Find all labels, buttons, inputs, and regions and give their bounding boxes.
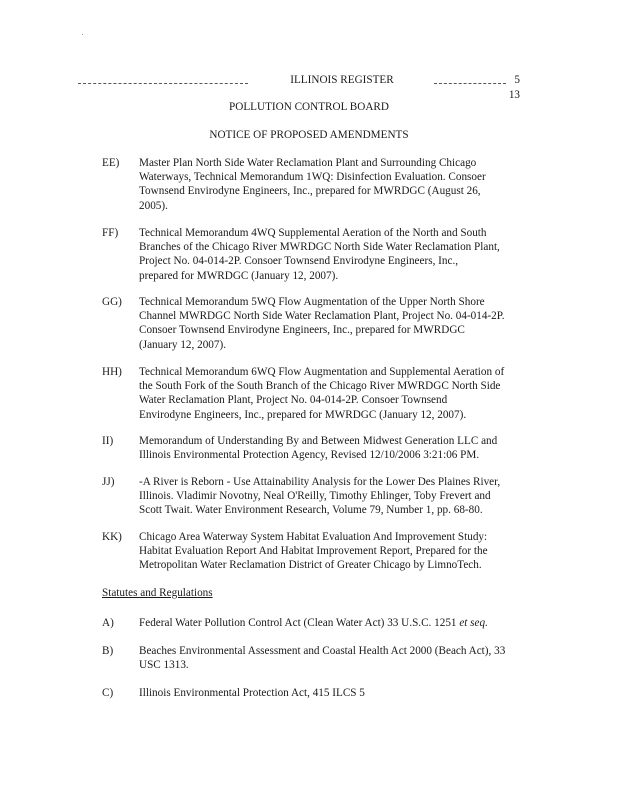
volume-number: 5 [514,74,520,86]
item-line: Federal Water Pollution Control Act (Clean Water Act) 33 U.S.C. 1251 et seq. [139,617,488,629]
scan-speck [82,34,83,35]
notice-title: NOTICE OF PROPOSED AMENDMENTS [209,129,409,141]
item-line: Consoer Townsend Envirodyne Engineers, Inc., prepared for MWRDGC [139,324,465,337]
item-line: Water Reclamation Plant, Project No. 04-014-2P. Consoer Townsend [139,394,448,407]
item-label: FF) [102,227,119,239]
item-text [139,295,539,352]
item-text [139,226,539,283]
statutes-heading: Statutes and Regulations [102,587,213,599]
item-line: Technical Memorandum 6WQ Flow Augmentation and Supplemental Aeration of [139,366,505,378]
item-text [139,530,539,573]
item-line: Beaches Environmental Assessment and Coastal Health Act 2000 (Beach Act), 33 [139,645,506,657]
item-text [139,156,539,213]
item-text [139,616,539,630]
header-rule-right [434,83,506,84]
item-line: -A River is Reborn - Use Attainability Analysis for the Lower Des Plaines River, [139,476,501,488]
item-text [139,644,539,672]
item-line: Illinois Environmental Protection Agency, Revised 12/10/2006 3:21:06 PM. [139,449,480,462]
item-line: Channel MWRDGC North Side Water Reclamation Plant, Project No. 04-014-2P. [139,310,505,323]
item-line: Memorandum of Understanding By and Between Midwest Generation LLC and [139,435,498,447]
item-label: II) [102,435,114,447]
item-line: Envirodyne Engineers, Inc., prepared for MWRDGC (January 12, 2007). [139,408,467,421]
item-line: Habitat Evaluation Report And Habitat Improvement Report, Prepared for the [139,545,488,558]
item-label: B) [102,645,114,657]
item-label: HH) [102,366,122,378]
item-line: Technical Memorandum 5WQ Flow Augmentation of the Upper North Shore [139,296,485,308]
item-text [139,365,539,422]
item-text [139,475,539,518]
register-title: ILLINOIS REGISTER [290,74,394,86]
item-line: Master Plan North Side Water Reclamation Plant and Surrounding Chicago [139,157,477,169]
item-label: EE) [102,157,120,169]
item-text [139,434,539,462]
item-line: USC 1313. [139,659,189,672]
item-line: Illinois. Vladimir Novotny, Neal O'Reilly, Timothy Ehlinger, Toby Frevert and [139,490,491,503]
item-line: (January 12, 2007). [139,338,226,351]
item-line: Project No. 04-014-2P. Consoer Townsend Envirodyne Engineers, Inc., [139,255,459,268]
item-line: Technical Memorandum 4WQ Supplemental Aeration of the North and South [139,227,487,239]
issue-number: 13 [508,89,520,101]
item-line: Illinois Environmental Protection Act, 415 ILCS 5 [139,687,365,699]
item-line: Scott Twait. Water Environment Research, Volume 79, Number 1, pp. 68-80. [139,504,483,517]
item-text [139,686,539,700]
item-label: JJ) [102,476,115,488]
item-line: Waterways, Technical Memorandum 1WQ: Disinfection Evaluation. Consoer [139,171,486,184]
item-line: Chicago Area Waterway System Habitat Evaluation And Improvement Study: [139,531,488,543]
register-header [78,73,520,87]
item-line: prepared for MWRDGC (January 12, 2007). [139,269,339,282]
board-name: POLLUTION CONTROL BOARD [229,101,389,113]
item-label: C) [102,687,114,699]
item-line: the South Fork of the South Branch of the Chicago River MWRDGC North Side [139,380,501,393]
item-line: Townsend Envirodyne Engineers, Inc., prepared for MWRDGC (August 26, [139,185,481,198]
item-label: A) [102,617,114,629]
header-rule-left [78,83,248,84]
item-line: Metropolitan Water Reclamation District of Greater Chicago by LimnoTech. [139,559,482,572]
item-line: Branches of the Chicago River MWRDGC North Side Water Reclamation Plant, [139,241,500,254]
item-label: GG) [102,296,122,308]
item-line: 2005). [139,199,168,212]
item-label: KK) [102,531,122,543]
